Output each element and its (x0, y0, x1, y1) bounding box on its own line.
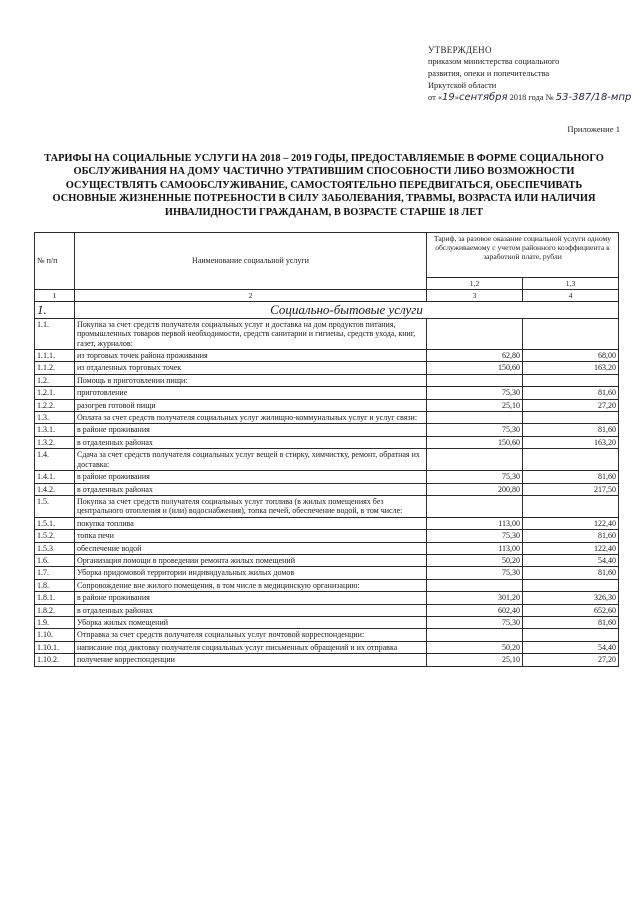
row-tariff-1-3: 81,60 (523, 530, 619, 542)
row-tariff-1-2: 75,30 (427, 471, 523, 483)
row-service-name: приготовление (75, 387, 427, 399)
row-tariff-1-2: 150,60 (427, 436, 523, 448)
table-header-row (35, 233, 619, 278)
date-prefix: от « (428, 93, 443, 102)
row-tariff-1-2: 25,10 (427, 654, 523, 666)
row-service-name: обеспечение водой (75, 542, 427, 554)
row-tariff-1-2: 25,10 (427, 399, 523, 411)
table-row (35, 436, 619, 448)
table-row (35, 654, 619, 666)
row-tariff-1-2 (427, 629, 523, 641)
row-code: 1.6. (35, 554, 75, 566)
row-service-name: Организация помощи в проведении ремонта жилых помещений (75, 554, 427, 566)
row-code: 1.1. (35, 318, 75, 349)
row-tariff-1-2 (427, 579, 523, 591)
row-tariff-1-3: 54,40 (523, 641, 619, 653)
row-tariff-1-3 (523, 318, 619, 349)
row-code: 1.9. (35, 616, 75, 628)
row-service-name: из отдаленных торговых точек (75, 362, 427, 374)
row-tariff-1-3: 122,40 (523, 542, 619, 554)
row-code: 1.10.2. (35, 654, 75, 666)
row-tariff-1-3: 81,60 (523, 424, 619, 436)
row-tariff-1-2: 113,00 (427, 517, 523, 529)
row-tariff-1-3: 163,20 (523, 436, 619, 448)
row-tariff-1-3: 81,60 (523, 471, 619, 483)
table-row (35, 318, 619, 349)
document-title (24, 152, 624, 219)
row-tariff-1-2: 75,30 (427, 424, 523, 436)
table-row (35, 579, 619, 591)
row-tariff-1-2: 62,80 (427, 350, 523, 362)
row-tariff-1-3 (523, 449, 619, 471)
row-code: 1.1.1. (35, 350, 75, 362)
row-code: 1.3.1. (35, 424, 75, 436)
table-row (35, 449, 619, 471)
row-code: 1.7. (35, 567, 75, 579)
table-row (35, 374, 619, 386)
approval-stamp (428, 44, 633, 104)
row-tariff-1-2: 75,30 (427, 567, 523, 579)
row-code: 1.8.1. (35, 592, 75, 604)
row-tariff-1-2 (427, 449, 523, 471)
approval-title: УТВЕРЖДЕНО (428, 45, 492, 55)
row-code: 1.10. (35, 629, 75, 641)
row-code: 1.8. (35, 579, 75, 591)
row-service-name: Покупка за счет средств получателя социальных услуг и доставка на дом продуктов питания, промышленных товаров первой необходимости, средств санитарии и гигиены, средств ухода, книг, газет, журналов: (75, 318, 427, 349)
row-tariff-1-3: 326,30 (523, 592, 619, 604)
approval-line-2: развития, опеки и попечительства (428, 69, 550, 78)
table-row (35, 604, 619, 616)
table-row (35, 616, 619, 628)
title-line: ОБСЛУЖИВАНИЯ НА ДОМУ ЧАСТИЧНО УТРАТИВШИМ СПОСОБНОСТИ ЛИБО ВОЗМОЖНОСТИ (73, 166, 575, 178)
table-row (35, 554, 619, 566)
date-day: 19 (442, 92, 455, 103)
row-service-name: Сопровождение вне жилого помещения, в том числе в медицинскую организацию: (75, 579, 427, 591)
header-name: Наименование социальной услуги (75, 233, 427, 290)
row-service-name: в отдаленных районах (75, 483, 427, 495)
tariffs-table (34, 232, 619, 667)
row-code: 1.2.2. (35, 399, 75, 411)
approval-line-3: Иркутской области (428, 81, 497, 90)
row-service-name: Сдача за счет средств получателя социальных услуг вещей в стирку, химчистку, ремонт, обратная их доставка: (75, 449, 427, 471)
row-tariff-1-2 (427, 374, 523, 386)
row-code: 1.1.2. (35, 362, 75, 374)
row-code: 1.5.1. (35, 517, 75, 529)
column-index: 3 (427, 290, 523, 302)
table-row (35, 399, 619, 411)
column-index: 1 (35, 290, 75, 302)
row-tariff-1-3 (523, 374, 619, 386)
table-row (35, 495, 619, 517)
row-tariff-1-3 (523, 579, 619, 591)
row-service-name: в отдаленных районах (75, 604, 427, 616)
table-row (35, 362, 619, 374)
row-service-name: в районе проживания (75, 592, 427, 604)
row-tariff-1-3: 163,20 (523, 362, 619, 374)
row-code: 1.5.3 (35, 542, 75, 554)
title-line: ОСУЩЕСТВЛЯТЬ САМООБСЛУЖИВАНИЕ, САМОСТОЯТЕЛЬНО ПЕРЕДВИГАТЬСЯ, ОБЕСПЕЧИВАТЬ (65, 179, 583, 191)
row-tariff-1-3 (523, 629, 619, 641)
title-line: ОСНОВНЫЕ ЖИЗНЕННЫЕ ПОТРЕБНОСТИ В СИЛУ ЗАБОЛЕВАНИЯ, ТРАВМЫ, ВОЗРАСТА ИЛИ НАЛИЧИЯ (52, 193, 596, 205)
row-service-name: топка печи (75, 530, 427, 542)
date-year: 2018 года № (509, 93, 554, 102)
header-tariff: Тариф, за разовое оказание социальной услуги одному обслуживаемому с учетом районного коэффициента к заработной плате, рубли (427, 233, 619, 278)
row-code: 1.3.2. (35, 436, 75, 448)
row-tariff-1-2: 200,80 (427, 483, 523, 495)
table-row (35, 542, 619, 554)
approval-line-1: приказом министерства социального (428, 57, 560, 66)
section-row (35, 302, 619, 318)
row-tariff-1-2: 113,00 (427, 542, 523, 554)
row-code: 1.8.2. (35, 604, 75, 616)
column-index: 4 (523, 290, 619, 302)
row-tariff-1-3: 81,60 (523, 616, 619, 628)
title-line: ИНВАЛИДНОСТИ ГРАЖДАНАМ, В ВОЗРАСТЕ СТАРШЕ 18 ЛЕТ (164, 206, 484, 218)
row-code: 1.3. (35, 412, 75, 424)
row-service-name: разогрев готовой пищи (75, 399, 427, 411)
row-tariff-1-3: 217,50 (523, 483, 619, 495)
row-tariff-1-3: 27,20 (523, 654, 619, 666)
row-tariff-1-2 (427, 495, 523, 517)
row-tariff-1-3 (523, 495, 619, 517)
table-row (35, 530, 619, 542)
title-line: ТАРИФЫ НА СОЦИАЛЬНЫЕ УСЛУГИ НА 2018 – 2019 ГОДЫ, ПРЕДОСТАВЛЯЕМЫЕ В ФОРМЕ СОЦИАЛЬНОГО (44, 153, 604, 164)
row-tariff-1-2: 602,40 (427, 604, 523, 616)
row-service-name: Уборка придомовой территории индивидуальных жилых домов (75, 567, 427, 579)
row-code: 1.2.1. (35, 387, 75, 399)
row-tariff-1-3: 652,60 (523, 604, 619, 616)
table-row (35, 567, 619, 579)
row-code: 1.4. (35, 449, 75, 471)
row-tariff-1-3: 54,40 (523, 554, 619, 566)
table-row (35, 592, 619, 604)
row-tariff-1-2: 150,60 (427, 362, 523, 374)
row-tariff-1-2: 75,30 (427, 387, 523, 399)
row-tariff-1-3: 68,00 (523, 350, 619, 362)
column-index-row (35, 290, 619, 302)
row-tariff-1-3: 27,20 (523, 399, 619, 411)
row-service-name: Уборка жилых помещений (75, 616, 427, 628)
row-tariff-1-2 (427, 318, 523, 349)
row-tariff-1-2: 50,20 (427, 554, 523, 566)
row-tariff-1-3: 81,60 (523, 567, 619, 579)
table-row (35, 517, 619, 529)
header-num: № п/п (35, 233, 75, 290)
row-service-name: покупка топлива (75, 517, 427, 529)
row-service-name: получение корреспонденции (75, 654, 427, 666)
table-row (35, 412, 619, 424)
row-tariff-1-3: 122,40 (523, 517, 619, 529)
coefficient-2: 1,3 (523, 277, 619, 289)
row-code: 1.10.1. (35, 641, 75, 653)
date-month: сентября (458, 92, 508, 103)
table-row (35, 387, 619, 399)
row-service-name: написание под диктовку получателя социальных услуг письменных обращений и их отправка (75, 641, 427, 653)
appendix-label: Приложение 1 (567, 124, 620, 134)
row-tariff-1-2: 75,30 (427, 616, 523, 628)
table-row (35, 350, 619, 362)
table-row (35, 641, 619, 653)
row-code: 1.5. (35, 495, 75, 517)
table-row (35, 471, 619, 483)
table-row (35, 629, 619, 641)
row-tariff-1-2: 75,30 (427, 530, 523, 542)
section-title: Социально-бытовые услуги (75, 302, 619, 318)
row-code: 1.4.1. (35, 471, 75, 483)
row-service-name: Оплата за счет средств получателя социальных услуг жилищно-коммунальных услуг и услуг связи: (75, 412, 427, 424)
approval-date-line (428, 92, 633, 104)
table-row (35, 483, 619, 495)
row-service-name: Отправка за счет средств получателя социальных услуг почтовой корреспонденции: (75, 629, 427, 641)
row-tariff-1-2: 301,20 (427, 592, 523, 604)
row-service-name: Покупка за счет средств получателя социальных услуг топлива (в жилых помещениях без центрального отопления и (или) водоснабжения), топка печей, обеспечение водой, в том числе: (75, 495, 427, 517)
order-number: 53-387/18-мпр (555, 92, 632, 103)
row-service-name: в отдаленных районах (75, 436, 427, 448)
row-tariff-1-3: 81,60 (523, 387, 619, 399)
row-service-name: в районе проживания (75, 471, 427, 483)
row-code: 1.2. (35, 374, 75, 386)
row-code: 1.5.2. (35, 530, 75, 542)
row-service-name: из торговых точек района проживания (75, 350, 427, 362)
date-mid: » (454, 93, 459, 102)
coefficient-1: 1,2 (427, 277, 523, 289)
row-tariff-1-2: 50,20 (427, 641, 523, 653)
row-service-name: в районе проживания (75, 424, 427, 436)
section-number: 1. (35, 302, 75, 318)
row-code: 1.4.2. (35, 483, 75, 495)
row-service-name: Помощь в приготовлении пищи: (75, 374, 427, 386)
table-row (35, 424, 619, 436)
row-tariff-1-3 (523, 412, 619, 424)
row-tariff-1-2 (427, 412, 523, 424)
column-index: 2 (75, 290, 427, 302)
